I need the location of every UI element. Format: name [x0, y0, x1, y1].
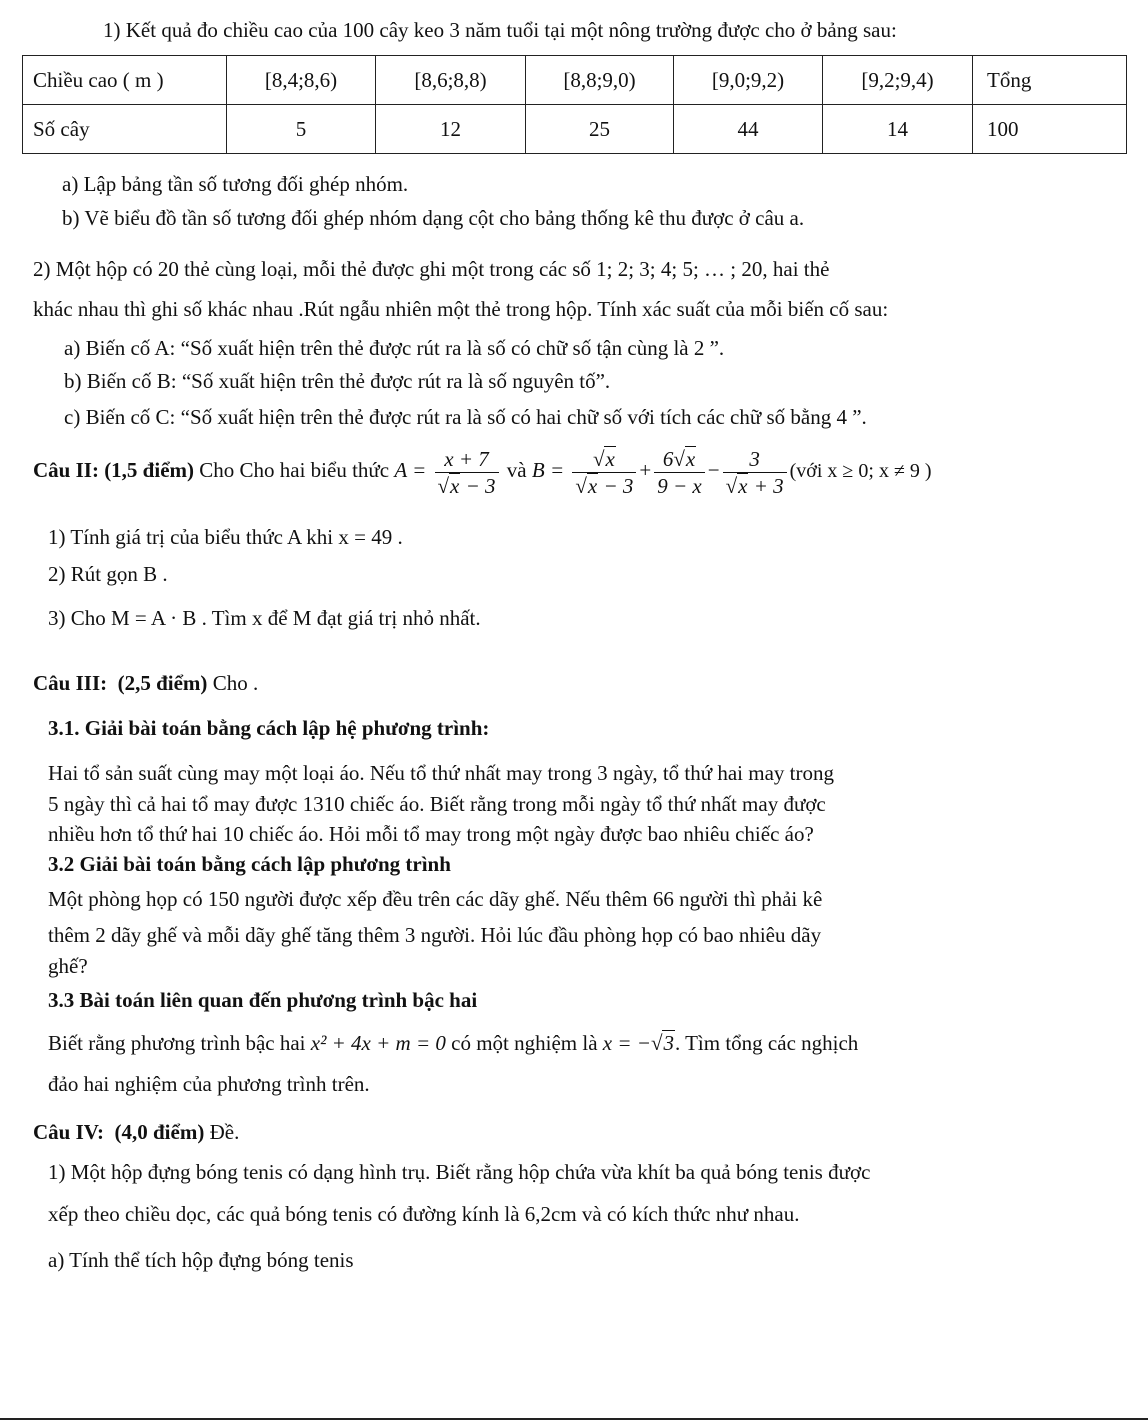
q1-intro: 1) Kết quả đo chiều cao của 100 cây keo 3 năm tuổi tại một nông trường được cho ở bảng sau: — [103, 18, 897, 42]
interval-cell: [8,4;8,6) — [227, 56, 376, 105]
count-cell: 12 — [376, 105, 526, 154]
cau2-title: Câu II: — [33, 458, 99, 482]
page-bottom-rule — [0, 1418, 1148, 1420]
expr-b-lhs: B = — [531, 458, 565, 482]
cau4-line1: 1) Một hộp đựng bóng tenis có dạng hình trụ. Biết rằng hộp chứa vừa khít ba quả bóng tenis được — [48, 1160, 871, 1184]
cau2-text: Cho Cho hai biểu thức — [199, 458, 390, 482]
q1-part-b: b) Vẽ biểu đồ tần số tương đối ghép nhóm dạng cột cho bảng thống kê thu được ở câu a. — [62, 206, 805, 230]
count-cell: 44 — [674, 105, 823, 154]
frequency-table — [22, 55, 1127, 154]
cau3-text: Cho . — [212, 671, 259, 695]
interval-cell: [8,6;8,8) — [376, 56, 526, 105]
cau3-header — [33, 671, 258, 696]
cau4-header — [33, 1120, 239, 1145]
cau2-header: Câu II: (1,5 điểm) Cho Cho hai biểu thức A = $\frac{x + 7}{√x - 3}$ và B = $\frac{√x}{√x - 3}$ + $\frac{6√x}{9 - x}$ − $\frac{3}{√x + 3}$ (với x ≥ 0; x ≠ 9 ) — [33, 446, 932, 498]
total-label: Tổng — [973, 56, 1127, 105]
section-3-1-title: 3.1. Giải bài toán bằng cách lập hệ phương trình: — [48, 716, 490, 740]
section-3-3-title: 3.3 Bài toán liên quan đến phương trình bậc hai — [48, 988, 478, 1012]
cau4-line2: xếp theo chiều dọc, các quả bóng tenis có đường kính là 6,2cm và có kích thức như nhau. — [48, 1202, 800, 1226]
count-cell: 25 — [526, 105, 674, 154]
quadratic-equation: x² + 4x + m = 0 — [310, 1031, 446, 1055]
s33-line1: Biết rằng phương trình bậc hai x² + 4x + m = 0 có một nghiệm là x = −√3. Tìm tổng các nghịch — [48, 1031, 859, 1055]
cau4-part-a: a) Tính thể tích hộp đựng bóng tenis — [48, 1248, 354, 1272]
count-cell: 14 — [823, 105, 973, 154]
table-row — [23, 105, 1127, 154]
cau3-title: Câu III: — [33, 671, 108, 695]
q2-part-a: a) Biến cố A: “Số xuất hiện trên thẻ được rút ra là số có chữ số tận cùng là 2 ”. — [64, 336, 725, 360]
count-cell: 5 — [227, 105, 376, 154]
q2-part-c: c) Biến cố C: “Số xuất hiện trên thẻ được rút ra là số có hai chữ số với tích các chữ số bằng 4 ”. — [64, 405, 867, 429]
cau2-points: (1,5 điểm) — [104, 458, 195, 482]
fraction-b3: $\frac{3}{√x + 3}$ — [723, 446, 787, 499]
q2-line1: 2) Một hộp có 20 thẻ cùng loại, mỗi thẻ được ghi một trong các số 1; 2; 3; 4; 5; … ; 20, hai thẻ — [33, 257, 830, 281]
fraction-b1: $\frac{√x}{√x - 3}$ — [572, 446, 636, 499]
cau2-part3: 3) Cho M = A · B . Tìm x để M đạt giá trị nhỏ nhất. — [48, 606, 481, 630]
total-value: 100 — [973, 105, 1127, 154]
table-row — [23, 56, 1127, 105]
s32-line3: ghế? — [48, 954, 88, 978]
s33-line2: đảo hai nghiệm của phương trình trên. — [48, 1072, 370, 1096]
fraction-b2: $\frac{6√x}{9 - x}$ — [654, 446, 705, 499]
s31-line2: 5 ngày thì cả hai tổ may được 1310 chiếc áo. Biết rằng trong mỗi ngày tổ thứ nhất may được — [48, 792, 826, 816]
q2-line2: khác nhau thì ghi số khác nhau .Rút ngẫu nhiên một thẻ trong hộp. Tính xác suất của mỗi biến cố sau: — [33, 297, 889, 321]
expr-a-lhs: A = — [394, 458, 427, 482]
cau4-points: (4,0 điểm) — [114, 1120, 205, 1144]
cau4-title: Câu IV: — [33, 1120, 104, 1144]
row-label-height: Chiều cao ( m ) — [23, 56, 227, 105]
cau3-points: (2,5 điểm) — [117, 671, 208, 695]
q2-part-b: b) Biến cố B: “Số xuất hiện trên thẻ được rút ra là số nguyên tố”. — [64, 369, 611, 393]
s32-line2: thêm 2 dãy ghế và mỗi dãy ghế tăng thêm 3 người. Hỏi lúc đầu phòng họp có bao nhiêu dãy — [48, 923, 822, 947]
q1-part-a: a) Lập bảng tần số tương đối ghép nhóm. — [62, 172, 409, 196]
cau2-part1: 1) Tính giá trị của biểu thức A khi x = 49 . — [48, 525, 403, 549]
row-label-count: Số cây — [23, 105, 227, 154]
given-root: x = −√3 — [602, 1031, 674, 1055]
and-word: và — [506, 458, 527, 482]
s31-line1: Hai tổ sản suất cùng may một loại áo. Nếu tổ thứ nhất may trong 3 ngày, tổ thứ hai may trong — [48, 761, 835, 785]
interval-cell: [8,8;9,0) — [526, 56, 674, 105]
cau4-text: Đề. — [209, 1120, 240, 1144]
fraction-a: $\frac{x + 7}{√x - 3}$ — [435, 446, 499, 499]
s32-line1: Một phòng họp có 150 người được xếp đều trên các dãy ghế. Nếu thêm 66 người thì phải kê — [48, 887, 823, 911]
interval-cell: [9,0;9,2) — [674, 56, 823, 105]
s31-line3: nhiều hơn tổ thứ hai 10 chiếc áo. Hỏi mỗi tổ may trong một ngày được bao nhiêu chiếc áo? — [48, 822, 814, 846]
interval-cell: [9,2;9,4) — [823, 56, 973, 105]
condition: (với x ≥ 0; x ≠ 9 ) — [789, 460, 932, 482]
cau2-part2: 2) Rút gọn B . — [48, 562, 168, 586]
section-3-2-title: 3.2 Giải bài toán bằng cách lập phương trình — [48, 852, 451, 876]
